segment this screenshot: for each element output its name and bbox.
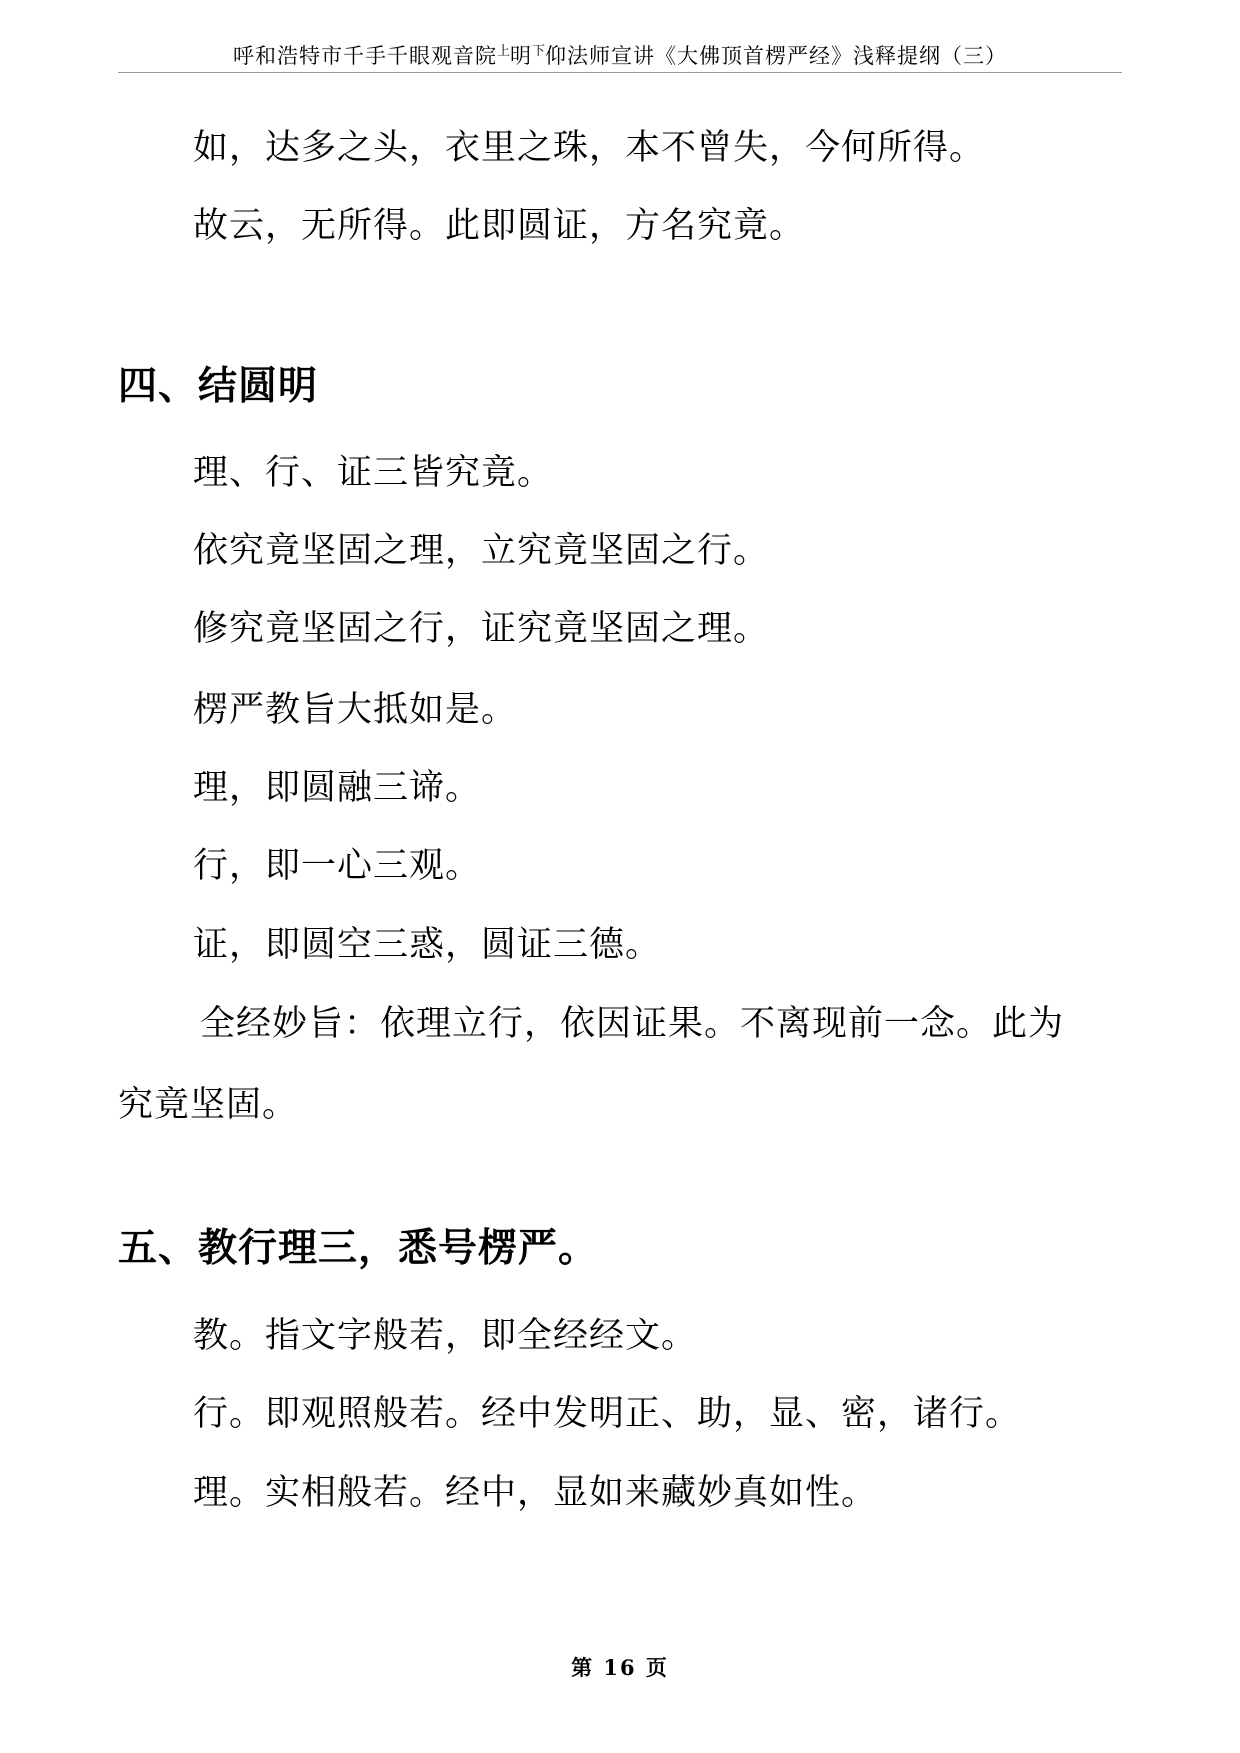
body-line: 故云，无所得。此即圆证，方名究竟。 — [193, 206, 806, 246]
body-line: 修究竟坚固之行，证究竟坚固之理。 — [193, 609, 770, 649]
header-superscript-lower: 下 — [532, 44, 546, 59]
header-title-part2: 明 — [510, 44, 532, 68]
body-line: 理、行、证三皆究竟。 — [193, 453, 554, 493]
body-line: 如，达多之头，衣里之珠，本不曾失，今何所得。 — [193, 128, 986, 168]
page-header — [118, 40, 1122, 73]
body-line: 理，即圆融三谛。 — [193, 768, 482, 808]
header-title-part3: 仰法师宣讲《大佛顶首楞严经》浅释提纲（三） — [545, 44, 1008, 68]
section-heading-5: 五、教行理三，悉号楞严。 — [118, 1225, 599, 1271]
section-heading-4: 四、结圆明 — [118, 363, 319, 409]
body-line: 教。指文字般若，即全经经文。 — [193, 1316, 698, 1356]
body-line: 行。即观照般若。经中发明正、助，显、密，诸行。 — [193, 1394, 1022, 1434]
body-line: 行，即一心三观。 — [193, 846, 482, 886]
body-line: 证，即圆空三惑，圆证三德。 — [193, 925, 662, 965]
page-number: 第 16 页 — [571, 1655, 669, 1680]
body-line: 理。实相般若。经中，显如来藏妙真如性。 — [193, 1473, 878, 1513]
header-superscript-upper: 上 — [496, 44, 510, 59]
paragraph-line-2: 究竟坚固。 — [118, 1085, 299, 1125]
header-title-part1: 呼和浩特市千手千眼观音院 — [232, 44, 497, 68]
paragraph-line-1: 全经妙旨：依理立行，依因证果。不离现前一念。此为 — [200, 1004, 1065, 1044]
body-line: 依究竟坚固之理，立究竟坚固之行。 — [193, 531, 770, 571]
body-line: 楞严教旨大抵如是。 — [193, 690, 518, 730]
